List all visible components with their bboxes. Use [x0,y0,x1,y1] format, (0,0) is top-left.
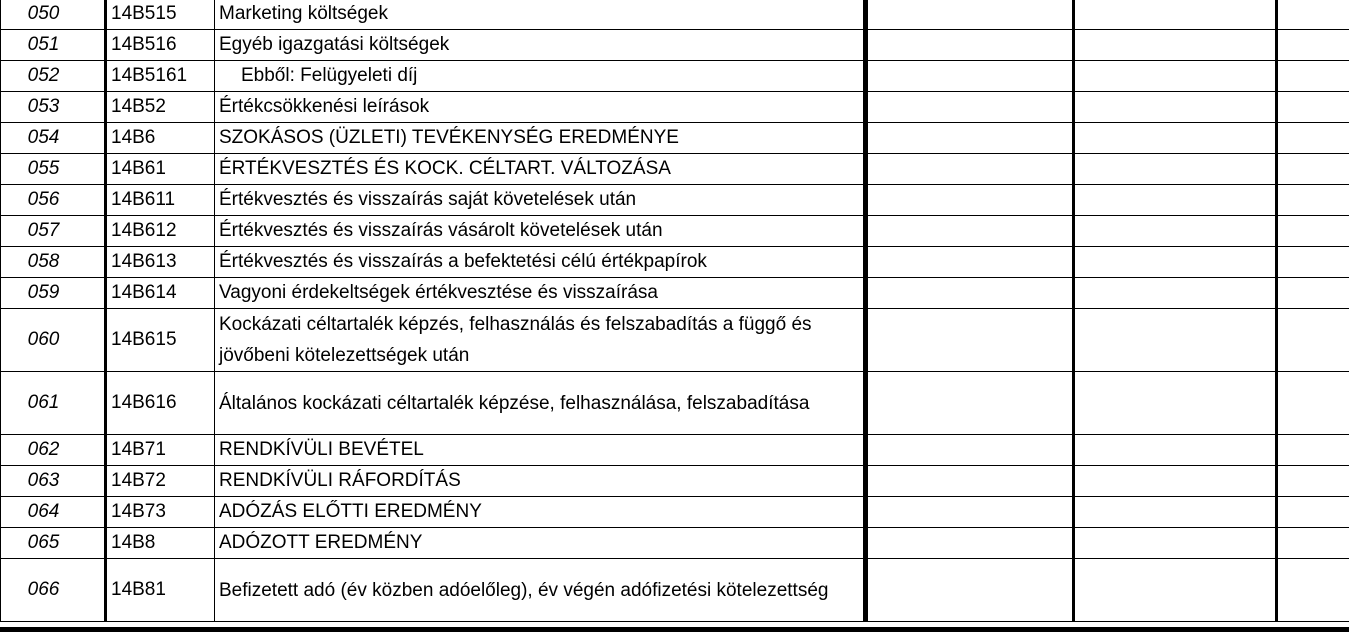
row-description: RENDKÍVÜLI BEVÉTEL [215,435,866,466]
table-row [1,247,1349,278]
row-code: 14B52 [106,92,215,123]
table-row [1,123,1349,154]
value-cell[interactable] [866,466,1074,497]
row-number: 053 [1,92,106,123]
value-cell[interactable] [866,154,1074,185]
value-cell[interactable] [1277,123,1349,154]
row-description: Általános kockázati céltartalék képzése, felhasználása, felszabadítása [215,372,866,435]
value-cell[interactable] [1074,154,1277,185]
row-code: 14B71 [106,435,215,466]
row-code: 14B6 [106,123,215,154]
row-description: SZOKÁSOS (ÜZLETI) TEVÉKENYSÉG EREDMÉNYE [215,123,866,154]
row-code: 14B614 [106,278,215,309]
value-cell[interactable] [1277,247,1349,278]
row-description: Értékcsökkenési leírások [215,92,866,123]
value-cell[interactable] [1074,92,1277,123]
table-row [1,154,1349,185]
value-cell[interactable] [866,278,1074,309]
value-cell[interactable] [866,30,1074,61]
value-cell[interactable] [1277,61,1349,92]
row-description: Kockázati céltartalék képzés, felhasználás és felszabadítás a függő és jövőbeni kötelezettségek után [215,309,866,372]
value-cell[interactable] [1074,216,1277,247]
value-cell[interactable] [1074,247,1277,278]
row-number: 050 [1,0,106,30]
table-row [1,466,1349,497]
row-number: 065 [1,528,106,559]
value-cell[interactable] [866,247,1074,278]
value-cell[interactable] [1074,185,1277,216]
value-cell[interactable] [1074,559,1277,622]
value-cell[interactable] [1074,497,1277,528]
value-cell[interactable] [1277,0,1349,30]
value-cell[interactable] [1074,0,1277,30]
table-row [1,559,1349,622]
row-code: 14B615 [106,309,215,372]
row-code: 14B516 [106,30,215,61]
value-cell[interactable] [866,61,1074,92]
value-cell[interactable] [1277,497,1349,528]
row-description: Értékvesztés és visszaírás a befektetési célú értékpapírok [215,247,866,278]
row-code: 14B616 [106,372,215,435]
row-number: 064 [1,497,106,528]
value-cell[interactable] [1277,154,1349,185]
row-description: Értékvesztés és visszaírás saját követelések után [215,185,866,216]
row-description: RENDKÍVÜLI RÁFORDÍTÁS [215,466,866,497]
table-row [1,0,1349,30]
value-cell[interactable] [1277,528,1349,559]
value-cell[interactable] [1074,278,1277,309]
value-cell[interactable] [1074,30,1277,61]
row-description-text: Ebből: Felügyeleti díj [241,65,418,86]
value-cell[interactable] [1277,185,1349,216]
table-row [1,216,1349,247]
row-code: 14B8 [106,528,215,559]
table-row [1,92,1349,123]
table-row [1,372,1349,435]
row-code: 14B73 [106,497,215,528]
bottom-border-rule [0,627,1349,632]
row-code: 14B61 [106,154,215,185]
value-cell[interactable] [1074,309,1277,372]
row-description: ADÓZOTT EREDMÉNY [215,528,866,559]
value-cell[interactable] [1074,123,1277,154]
row-number: 058 [1,247,106,278]
value-cell[interactable] [1277,435,1349,466]
row-description [215,61,866,92]
row-code: 14B72 [106,466,215,497]
value-cell[interactable] [1277,278,1349,309]
value-cell[interactable] [1074,435,1277,466]
row-description: Értékvesztés és visszaírás vásárolt követelések után [215,216,866,247]
value-cell[interactable] [866,92,1074,123]
value-cell[interactable] [866,372,1074,435]
row-description: ADÓZÁS ELŐTTI EREDMÉNY [215,497,866,528]
table-row [1,528,1349,559]
value-cell[interactable] [1074,61,1277,92]
value-cell[interactable] [866,559,1074,622]
row-number: 057 [1,216,106,247]
row-code: 14B612 [106,216,215,247]
value-cell[interactable] [1277,559,1349,622]
value-cell[interactable] [1277,92,1349,123]
value-cell[interactable] [866,185,1074,216]
row-number: 055 [1,154,106,185]
row-description: Vagyoni érdekeltségek értékvesztése és visszaírása [215,278,866,309]
row-code: 14B5161 [106,61,215,92]
row-number: 059 [1,278,106,309]
value-cell[interactable] [1277,372,1349,435]
value-cell[interactable] [1277,466,1349,497]
table-row [1,30,1349,61]
row-code: 14B613 [106,247,215,278]
row-description: Egyéb igazgatási költségek [215,30,866,61]
value-cell[interactable] [1277,30,1349,61]
row-number: 062 [1,435,106,466]
value-cell[interactable] [1277,309,1349,372]
row-description: Marketing költségek [215,0,866,30]
row-number: 056 [1,185,106,216]
row-number: 060 [1,309,106,372]
row-description: Befizetett adó (év közben adóelőleg), év végén adófizetési kötelezettség [215,559,866,622]
value-cell[interactable] [1277,216,1349,247]
value-cell[interactable] [866,123,1074,154]
table-row [1,497,1349,528]
value-cell[interactable] [866,309,1074,372]
row-number: 061 [1,372,106,435]
table-row [1,278,1349,309]
row-number: 063 [1,466,106,497]
table-row [1,61,1349,92]
value-cell[interactable] [866,528,1074,559]
row-number: 052 [1,61,106,92]
table-row [1,309,1349,372]
value-cell[interactable] [866,216,1074,247]
value-cell[interactable] [1074,372,1277,435]
table-row [1,435,1349,466]
value-cell[interactable] [1074,466,1277,497]
row-number: 051 [1,30,106,61]
row-number: 054 [1,123,106,154]
value-cell[interactable] [1074,528,1277,559]
row-code: 14B611 [106,185,215,216]
value-cell[interactable] [866,435,1074,466]
value-cell[interactable] [866,0,1074,30]
row-number: 066 [1,559,106,622]
table-row [1,185,1349,216]
value-cell[interactable] [866,497,1074,528]
row-description: ÉRTÉKVESZTÉS ÉS KOCK. CÉLTART. VÁLTOZÁSA [215,154,866,185]
row-code: 14B515 [106,0,215,30]
row-code: 14B81 [106,559,215,622]
